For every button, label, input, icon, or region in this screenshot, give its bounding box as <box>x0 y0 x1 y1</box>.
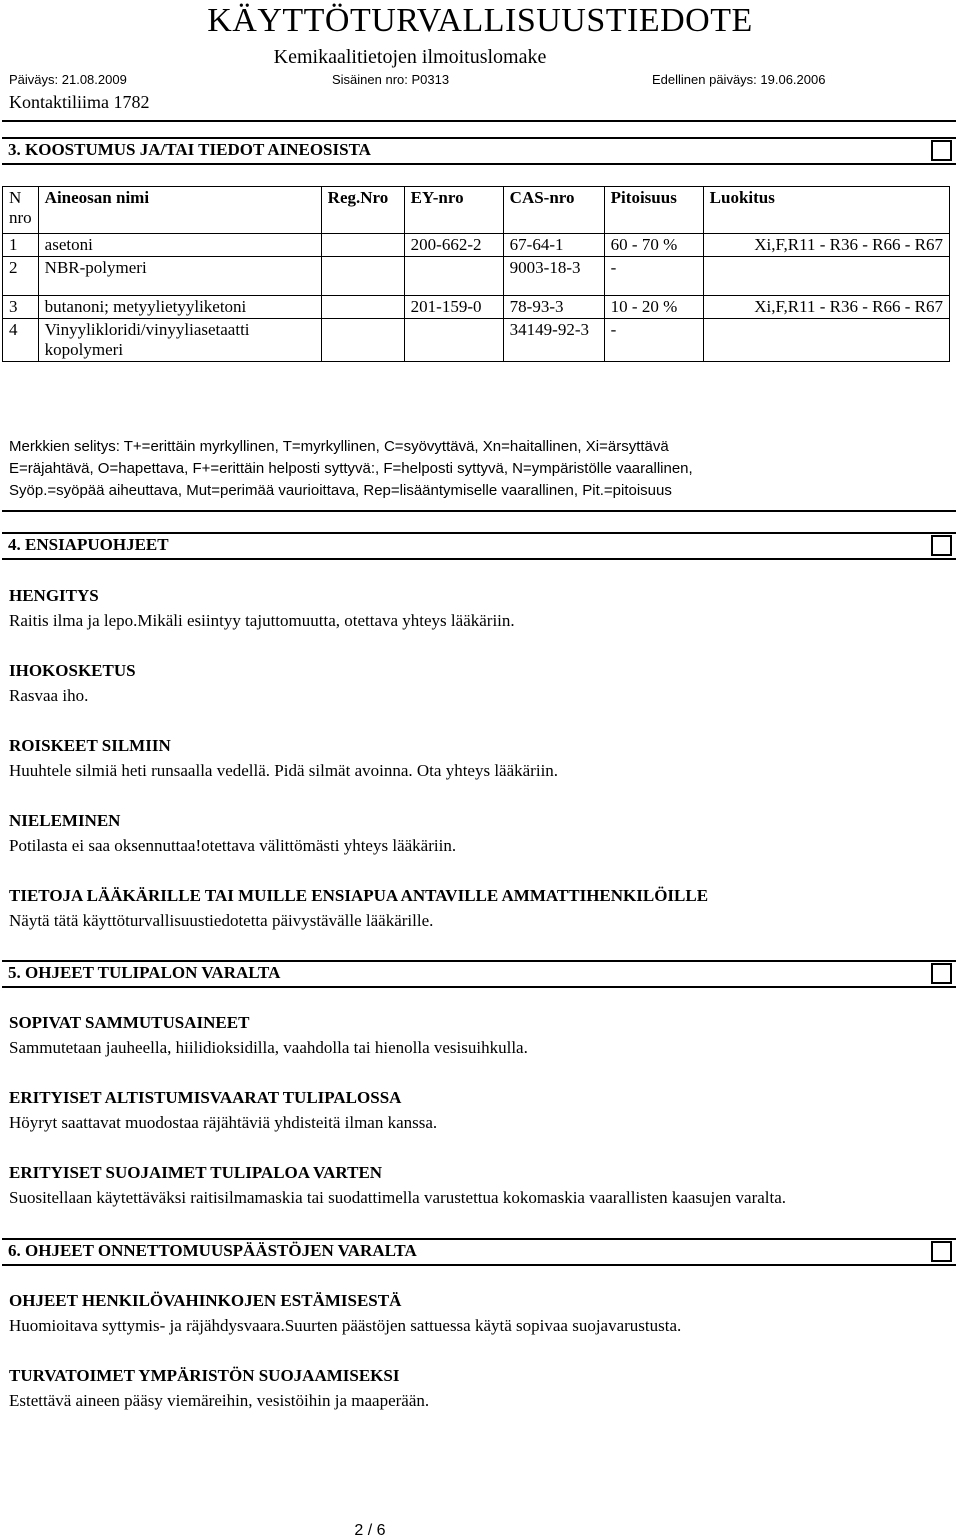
reg-number <box>321 296 404 319</box>
cas-number: 34149-92-3 <box>503 319 604 362</box>
concentration: 60 - 70 % <box>604 234 703 257</box>
classification: Xi,F,R11 - R36 - R66 - R67 <box>703 234 949 257</box>
table-row <box>3 319 950 362</box>
subheading: SOPIVAT SAMMUTUSAINEET <box>9 1013 250 1032</box>
internal-number: Sisäinen nro: P0313 <box>332 72 450 87</box>
subheading: OHJEET HENKILÖVAHINKOJEN ESTÄMISESTÄ <box>9 1291 402 1310</box>
subheading: ERITYISET ALTISTUMISVAARAT TULIPALOSSA <box>9 1088 402 1107</box>
paragraph: Huomioitava syttymis- ja räjähdysvaara.Suurten päästöjen sattuessa käytä sopivaa suojavarustusta. <box>9 1316 682 1335</box>
table-header-row <box>3 187 950 234</box>
concentration: - <box>604 257 703 296</box>
paragraph: Höyryt saattavat muodostaa räjähtäviä yhdisteitä ilman kanssa. <box>9 1113 438 1132</box>
ey-number <box>404 319 503 362</box>
document-subtitle: Kemikaalitietojen ilmoituslomake <box>273 46 547 68</box>
cas-number: 78-93-3 <box>503 296 604 319</box>
section-3-title: 3. KOOSTUMUS JA/TAI TIEDOT AINEOSISTA <box>8 140 371 159</box>
column-header-reg: Reg.Nro <box>321 187 404 234</box>
column-header-luokitus: Luokitus <box>703 187 949 234</box>
paragraph: Sammutetaan jauheella, hiilidioksidilla, vaahdolla tai hienolla vesisuihkulla. <box>9 1038 528 1057</box>
subheading: NIELEMINEN <box>9 811 121 830</box>
ey-number <box>404 257 503 296</box>
legend-line: E=räjahtävä, O=hapettava, F+=erittäin helposti syttyvä:, F=helposti syttyvä, N=ympäristölle vaarallinen, <box>9 460 693 477</box>
subheading: HENGITYS <box>9 586 99 605</box>
concentration: 10 - 20 % <box>604 296 703 319</box>
paragraph: Rasvaa iho. <box>9 686 89 705</box>
subheading: TIETOJA LÄÄKÄRILLE TAI MUILLE ENSIAPUA ANTAVILLE AMMATTIHENKILÖILLE <box>9 886 709 905</box>
cas-number: 9003-18-3 <box>503 257 604 296</box>
table-row <box>3 234 950 257</box>
column-header-ey: EY-nro <box>404 187 503 234</box>
section-checkbox <box>931 1241 952 1262</box>
component-name: asetoni <box>38 234 321 257</box>
table-row <box>3 296 950 319</box>
header-divider <box>2 120 956 122</box>
section-3-bar <box>2 137 956 165</box>
classification: Xi,F,R11 - R36 - R66 - R67 <box>703 296 949 319</box>
paragraph: Näytä tätä käyttöturvallisuustiedotetta päivystävälle lääkärille. <box>9 911 434 930</box>
product-name: Kontaktiliima 1782 <box>9 92 150 112</box>
section-6-title: 6. OHJEET ONNETTOMUUSPÄÄSTÖJEN VARALTA <box>8 1241 417 1260</box>
concentration: - <box>604 319 703 362</box>
ey-number: 200-662-2 <box>404 234 503 257</box>
reg-number <box>321 319 404 362</box>
section-checkbox <box>931 535 952 556</box>
component-name: Vinyylikloridi/vinyyliasetaatti kopolymeri <box>38 319 321 362</box>
section-checkbox <box>931 140 952 161</box>
paragraph: Raitis ilma ja lepo.Mikäli esiintyy tajuttomuutta, otettava yhteys lääkäriin. <box>9 611 515 630</box>
section-5-title: 5. OHJEET TULIPALON VARALTA <box>8 963 281 982</box>
date: Päiväys: 21.08.2009 <box>9 72 127 87</box>
legend-line: Merkkien selitys: T+=erittäin myrkyllinen, T=myrkyllinen, C=syövyttävä, Xn=haitallinen, Xi=ärsyttävä <box>9 438 669 455</box>
section-4-bar <box>2 532 956 560</box>
cas-number: 67-64-1 <box>503 234 604 257</box>
column-header-n: N nro <box>3 187 39 234</box>
subheading: ROISKEET SILMIIN <box>9 736 171 755</box>
paragraph: Huuhtele silmiä heti runsaalla vedellä. Pidä silmät avoinna. Ota yhteys lääkäriin. <box>9 761 559 780</box>
reg-number <box>321 234 404 257</box>
component-name: butanoni; metyylietyyliketoni <box>38 296 321 319</box>
table-row <box>3 257 950 296</box>
section-checkbox <box>931 963 952 984</box>
document-title: KÄYTTÖTURVALLISUUSTIEDOTE <box>207 2 753 39</box>
section-5-bar <box>2 960 956 988</box>
legend <box>9 436 949 502</box>
row-number: 4 <box>3 319 39 362</box>
column-header-name: Aineosan nimi <box>38 187 321 234</box>
section-6-bar <box>2 1238 956 1266</box>
reg-number <box>321 257 404 296</box>
paragraph: Potilasta ei saa oksennuttaa!otettava välittömästi yhteys lääkäriin. <box>9 836 457 855</box>
subheading: TURVATOIMET YMPÄRISTÖN SUOJAAMISEKSI <box>9 1366 400 1385</box>
component-name: NBR-polymeri <box>38 257 321 296</box>
row-number: 1 <box>3 234 39 257</box>
subheading: IHOKOSKETUS <box>9 661 136 680</box>
page-number: 2 / 6 <box>354 1522 386 1539</box>
ey-number: 201-159-0 <box>404 296 503 319</box>
paragraph: Suositellaan käytettäväksi raitisilmamaskia tai suodattimella varustettua kokomaskia vaarallisten kaasujen varalta. <box>9 1188 787 1207</box>
section-4-title: 4. ENSIAPUOHJEET <box>8 535 169 554</box>
classification <box>703 319 949 362</box>
column-header-cas: CAS-nro <box>503 187 604 234</box>
classification <box>703 257 949 296</box>
paragraph: Estettävä aineen pääsy viemäreihin, vesistöihin ja maaperään. <box>9 1391 430 1410</box>
column-header-pitoisuus: Pitoisuus <box>604 187 703 234</box>
row-number: 2 <box>3 257 39 296</box>
legend-line: Syöp.=syöpää aiheuttava, Mut=perimää vaurioittava, Rep=lisääntymiselle vaarallinen, Pit.=pitoisuus <box>9 482 672 499</box>
row-number: 3 <box>3 296 39 319</box>
subheading: ERITYISET SUOJAIMET TULIPALOA VARTEN <box>9 1163 383 1182</box>
section-divider <box>2 510 956 512</box>
composition-table <box>2 186 950 362</box>
previous-date: Edellinen päiväys: 19.06.2006 <box>652 72 826 87</box>
